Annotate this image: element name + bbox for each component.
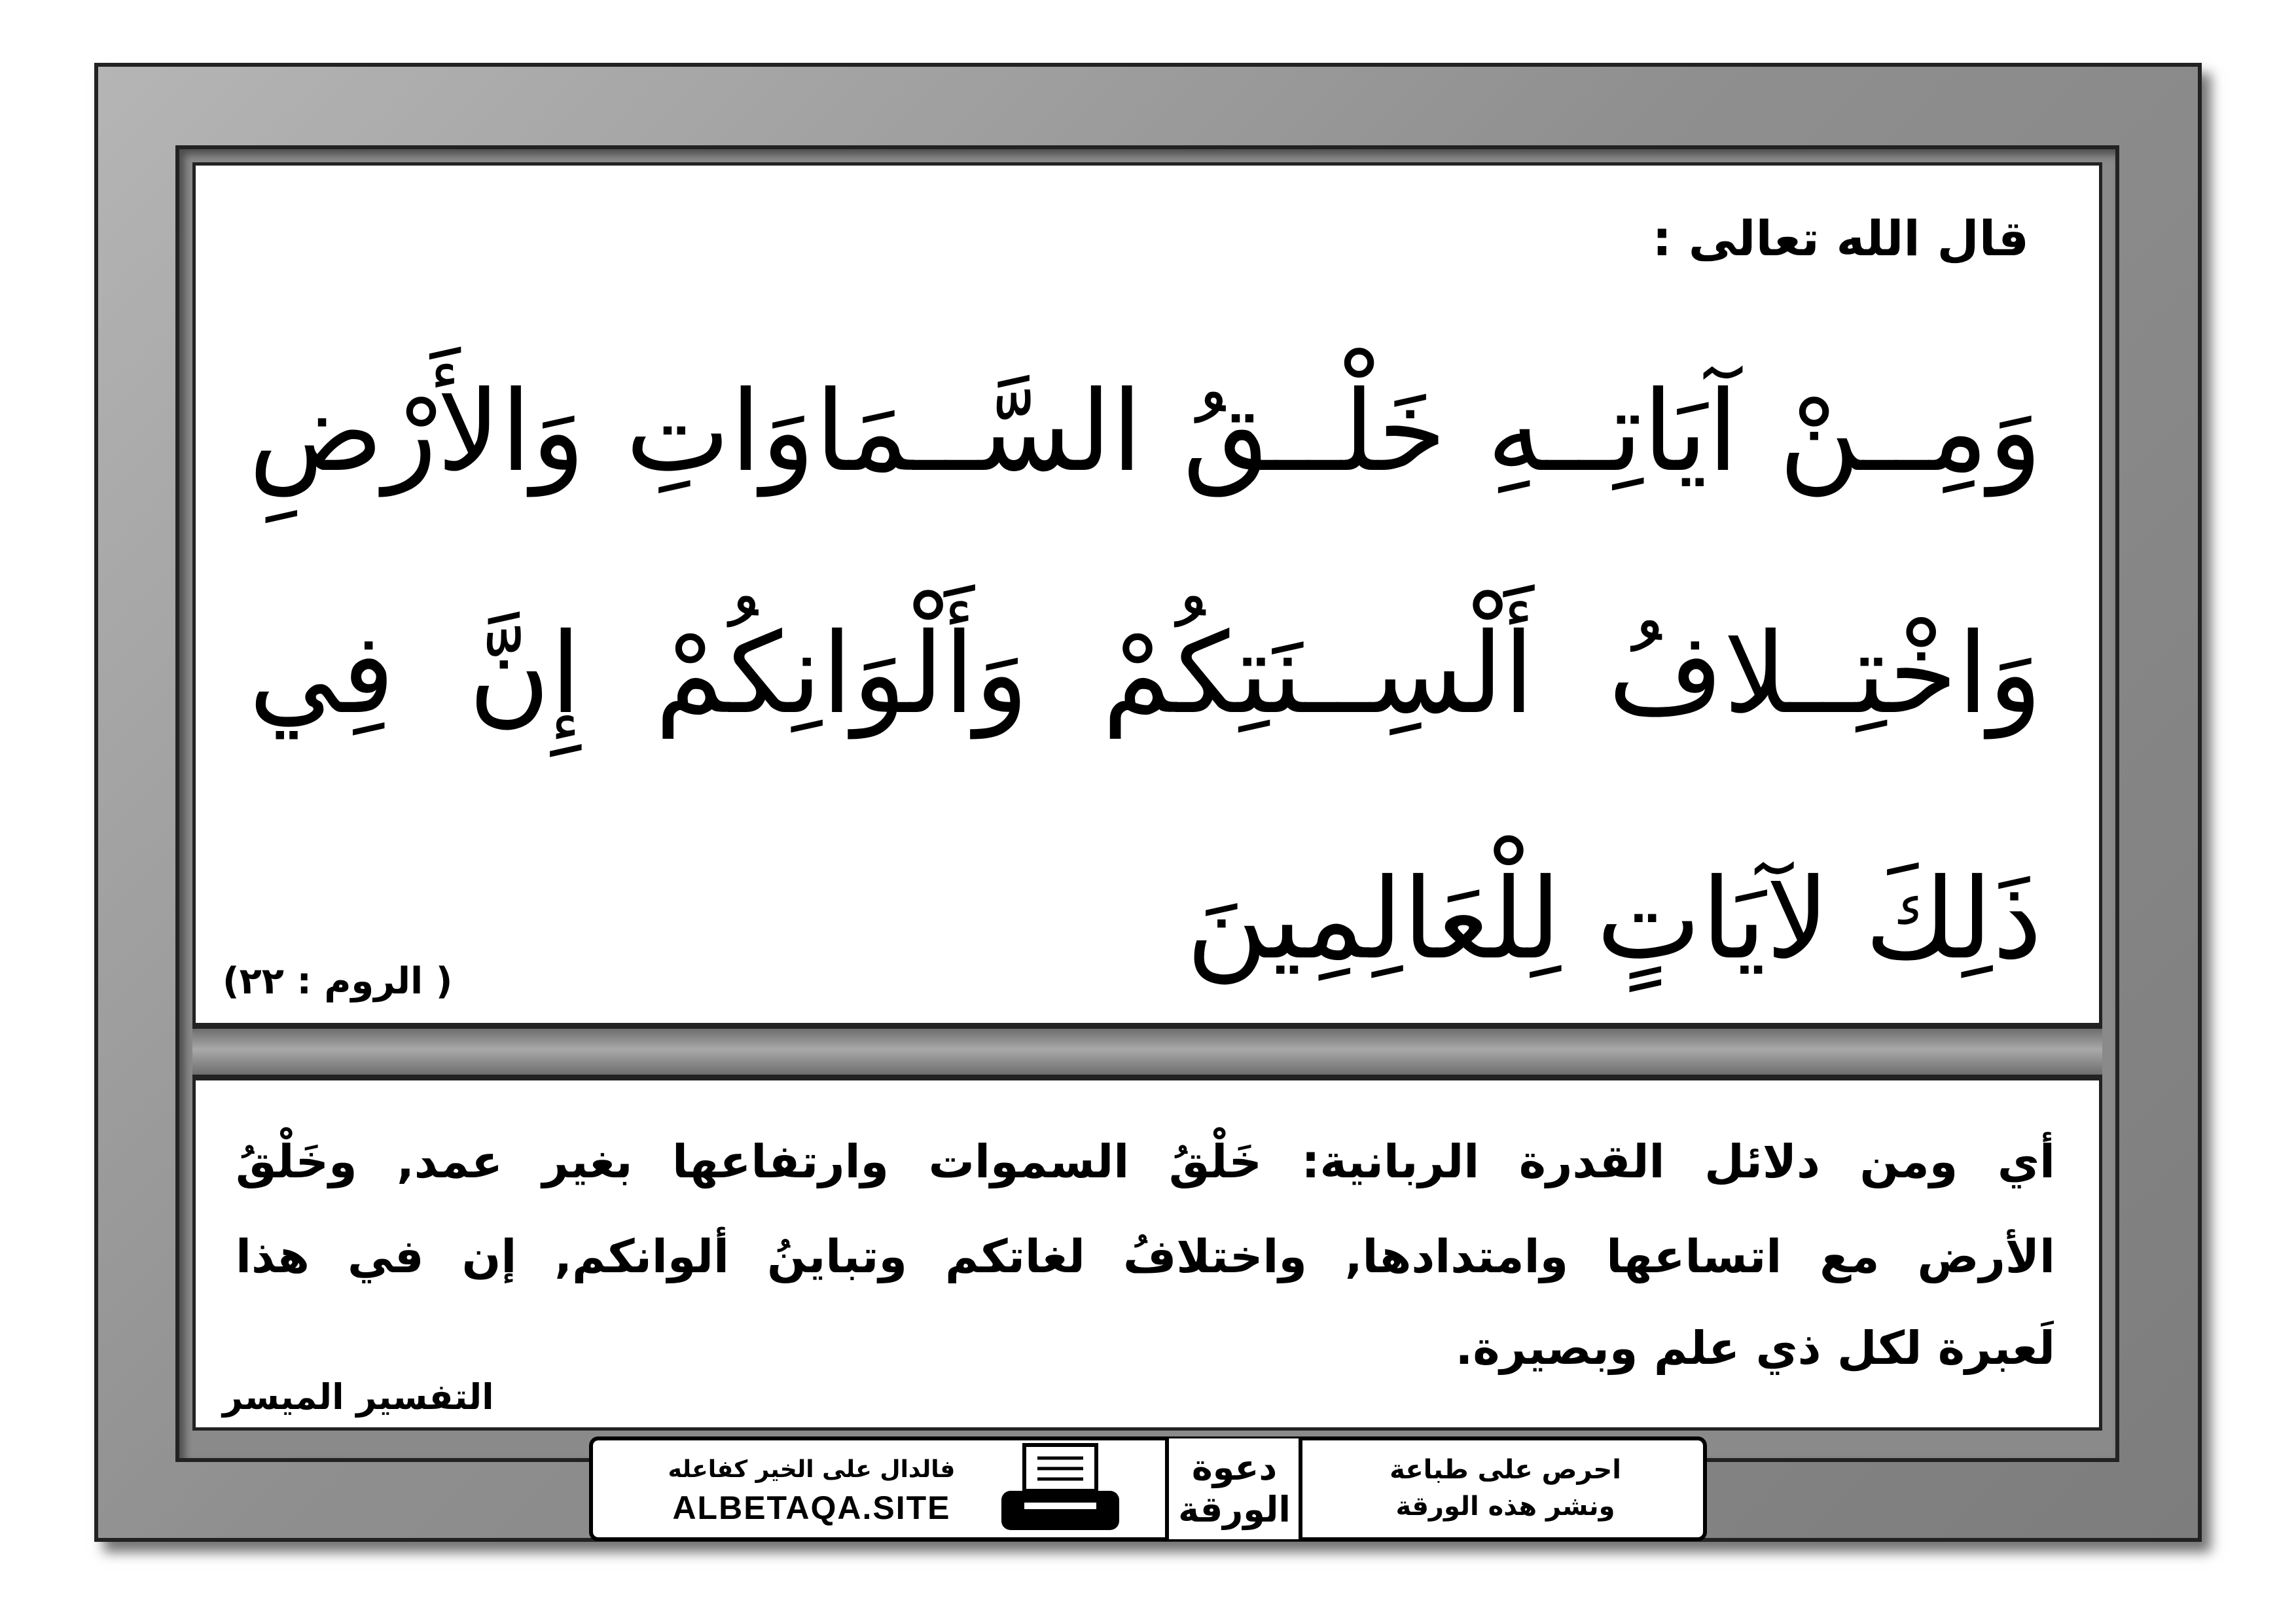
- footer-print-line-1: احرص على طباعة: [1390, 1455, 1621, 1485]
- verse-intro: قال الله تعالى :: [1652, 211, 2029, 267]
- logo-line-2: الورقة: [1178, 1489, 1291, 1530]
- verse-line-3: ذَلِكَ لآيَاتٍ لِلْعَالِمِينَ: [1186, 855, 2042, 984]
- verse-line-1: وَمِــنْ آيَاتِــهِ خَلْــقُ السَّــمَاوَاتِ وَالأَرْضِ: [249, 367, 2042, 497]
- footer-slogan: فالدال على الخير كفاعله: [668, 1456, 956, 1483]
- verse-reference: ( الروم : ٢٢): [223, 960, 453, 1003]
- tafsir-source: التفسير الميسر: [223, 1376, 494, 1418]
- tafsir-line-1: أي ومن دلائل القدرة الربانية: خَلْقُ السموات وارتفاعها بغير عمد, وخَلْقُ: [236, 1135, 2055, 1188]
- footer-print-line-2: ونشر هذه الورقة: [1395, 1491, 1615, 1522]
- verse-line-2: وَاخْتِــلافُ أَلْسِــنَتِكُمْ وَأَلْوَانِكُمْ إِنَّ فِي: [249, 609, 2042, 739]
- printer-icon: [995, 1440, 1126, 1538]
- logo-line-1: دعوة: [1191, 1447, 1278, 1488]
- panel-divider: [192, 1026, 2102, 1077]
- tafsir-line-3: لَعبرة لكل ذي علم وبصيرة.: [1455, 1321, 2055, 1375]
- footer-site-link[interactable]: ALBETAQA.SITE: [672, 1489, 951, 1526]
- logo-text: [1175, 1443, 1293, 1535]
- tafsir-line-2: الأرض مع اتساعها وامتدادها, واختلافُ لغاتكم وتباينُ ألوانكم, إن في هذا: [236, 1230, 2055, 1283]
